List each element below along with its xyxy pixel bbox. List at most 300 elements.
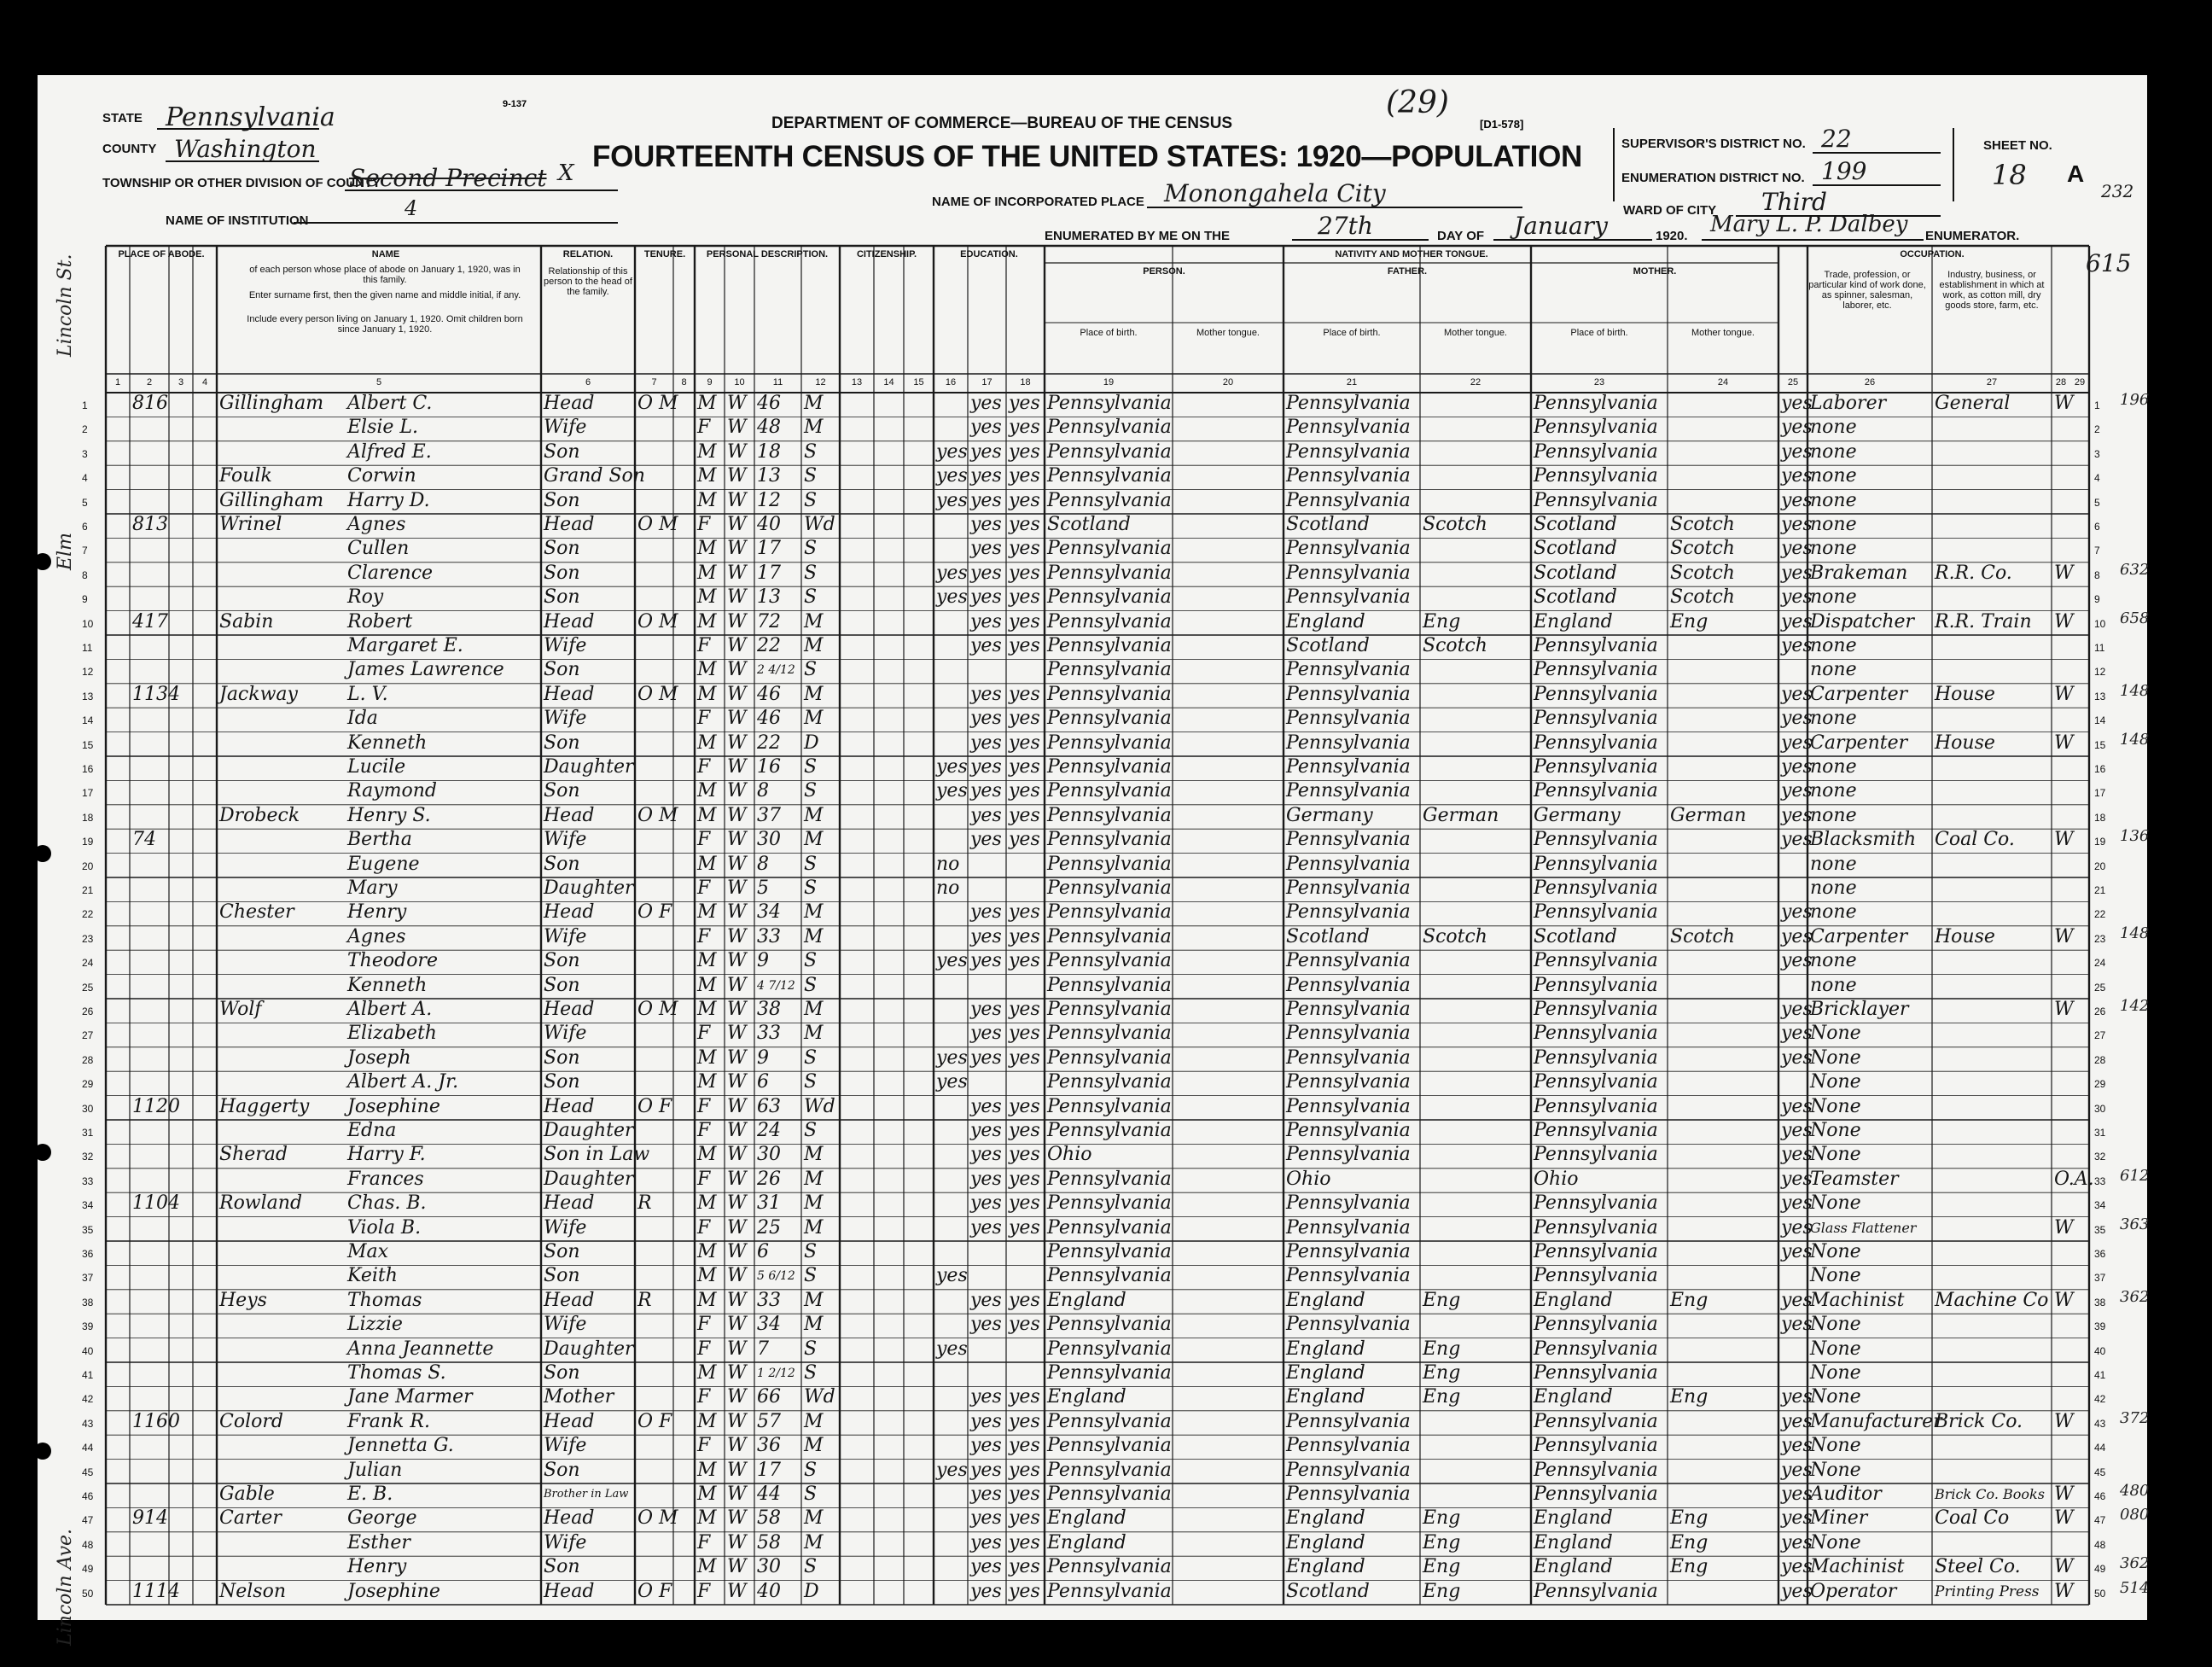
cell-surname: Sabin: [219, 610, 274, 632]
cell-age: 7: [757, 1338, 769, 1360]
cell-given: Henry: [347, 1556, 407, 1578]
supervisor-label: SUPERVISOR'S DISTRICT NO.: [1621, 137, 1806, 151]
cell-age: 24: [757, 1120, 781, 1141]
cell-given: Thomas S.: [347, 1362, 446, 1384]
cell-birth: Pennsylvania: [1047, 586, 1172, 609]
cell-mother-birth: Pennsylvania: [1534, 1459, 1658, 1481]
cell-mother-birth: Scotland: [1534, 925, 1617, 947]
column-number: 6: [585, 377, 591, 388]
row-number-left: 32: [82, 1151, 94, 1163]
row-number-left: 1: [82, 399, 88, 411]
sheet-value: 18: [1992, 159, 2027, 191]
group-nativity: NATIVITY AND MOTHER TONGUE.: [1335, 249, 1488, 259]
cell-given: Agnes: [347, 514, 406, 535]
cell-relation: Daughter: [544, 1338, 634, 1360]
cell-tenure: O M: [637, 804, 678, 826]
cell-class: W: [2054, 683, 2074, 705]
cell-sex: F: [697, 1580, 711, 1602]
cell-sex: F: [697, 1023, 711, 1045]
cell-age: 2 4/12: [757, 663, 795, 678]
cell-english: yes: [1781, 1120, 1813, 1141]
cell-birth: Pennsylvania: [1047, 440, 1172, 463]
cell-sex: F: [697, 1168, 711, 1190]
cell-class: W: [2054, 829, 2074, 851]
cell-sex: M: [697, 1507, 717, 1530]
cell-sex: F: [697, 1531, 711, 1553]
group-relation: RELATION.: [562, 249, 614, 259]
cell-read: yes: [970, 1386, 1002, 1408]
cell-given: Viola B.: [347, 1216, 422, 1239]
cell-father-birth: Pennsylvania: [1286, 950, 1411, 972]
cell-industry: Brick Co.: [1935, 1410, 2023, 1432]
cell-father-tongue: Scotch: [1423, 635, 1487, 656]
cell-mother-tongue: Scotch: [1670, 925, 1735, 947]
cell-sex: M: [697, 901, 717, 924]
cell-age: 17: [757, 562, 781, 584]
cell-mother-birth: Pennsylvania: [1534, 1410, 1658, 1432]
cell-birth: Pennsylvania: [1047, 925, 1172, 947]
row-number-left: 38: [82, 1296, 94, 1309]
cell-relation: Wife: [544, 1023, 587, 1045]
row-number-right: 40: [2094, 1344, 2106, 1357]
cell-father-birth: Pennsylvania: [1286, 393, 1411, 414]
row-number-right: 32: [2094, 1151, 2106, 1163]
cell-given: Edna: [347, 1120, 397, 1141]
cell-relation: Head: [544, 1095, 595, 1117]
cell-mother-birth: Pennsylvania: [1534, 1314, 1658, 1336]
group-name: NAME: [371, 249, 400, 259]
row-number-right: 14: [2094, 714, 2106, 727]
cell-write: yes: [1009, 731, 1040, 754]
cell-father-birth: Pennsylvania: [1286, 999, 1411, 1020]
cell-read: yes: [970, 1144, 1002, 1166]
cell-mother-birth: Pennsylvania: [1534, 659, 1658, 681]
cell-industry: Machine Co: [1935, 1289, 2049, 1311]
cell-given: L. V.: [347, 683, 388, 705]
cell-read: yes: [970, 1046, 1002, 1069]
cell-class: W: [2054, 1507, 2074, 1530]
cell-race: W: [727, 465, 747, 487]
cell-father-birth: Pennsylvania: [1286, 440, 1411, 463]
census-sheet: [38, 75, 2150, 1646]
cell-industry: R.R. Co.: [1935, 562, 2012, 584]
cell-birth: Pennsylvania: [1047, 1265, 1172, 1287]
column-number: 2: [146, 377, 153, 388]
cell-race: W: [727, 1556, 747, 1578]
cell-birth: Pennsylvania: [1047, 901, 1172, 924]
cell-given: Eugene: [347, 853, 420, 875]
cell-father-birth: Ohio: [1286, 1168, 1331, 1190]
cell-birth: Pennsylvania: [1047, 610, 1172, 632]
cell-age: 58: [757, 1507, 781, 1530]
row-number-left: 30: [82, 1102, 94, 1115]
cell-mother-birth: Pennsylvania: [1534, 1483, 1658, 1505]
cell-birth: Pennsylvania: [1047, 1095, 1172, 1117]
institution-underline: [294, 222, 618, 224]
cell-given: Albert A.: [347, 999, 433, 1020]
cell-mother-birth: Pennsylvania: [1534, 780, 1658, 802]
cell-sex: M: [697, 1192, 717, 1215]
cell-marital: M: [804, 999, 824, 1020]
cell-mother-birth: Pennsylvania: [1534, 950, 1658, 972]
cell-marital: M: [804, 901, 824, 924]
cell-relation: Son: [544, 562, 580, 584]
group-mother: MOTHER.: [1633, 266, 1677, 277]
cell-marital: Wd: [804, 1386, 835, 1408]
column-number: 21: [1346, 377, 1358, 388]
cell-race: W: [727, 1338, 747, 1360]
cell-english: yes: [1781, 780, 1813, 802]
incorporated-label: NAME OF INCORPORATED PLACE: [932, 195, 1144, 209]
cell-birth: Pennsylvania: [1047, 731, 1172, 754]
column-number: 8: [681, 377, 687, 388]
cell-given: Cullen: [347, 538, 410, 560]
cell-sex: F: [697, 1314, 711, 1336]
row-number-right: 4: [2094, 472, 2100, 485]
cell-age: 9: [757, 1046, 769, 1069]
district-box-right: [1953, 128, 1954, 201]
cell-marital: M: [804, 610, 824, 632]
county-label: COUNTY: [102, 142, 157, 156]
row-number-right: 42: [2094, 1393, 2106, 1406]
cell-write: yes: [1009, 610, 1040, 632]
cell-sex: M: [697, 1556, 717, 1578]
cell-occupation: Operator: [1810, 1580, 1897, 1602]
column-number: 29: [2074, 377, 2086, 388]
cell-race: W: [727, 586, 747, 609]
cell-birth: Pennsylvania: [1047, 853, 1172, 875]
cell-birth: Pennsylvania: [1047, 1556, 1172, 1578]
cell-mother-birth: Scotland: [1534, 586, 1617, 609]
cell-read: yes: [970, 756, 1002, 778]
cell-birth: Pennsylvania: [1047, 1338, 1172, 1360]
cell-read: yes: [970, 1314, 1002, 1336]
row-number-left: 34: [82, 1199, 94, 1212]
row-number-left: 15: [82, 738, 94, 751]
county-value: Washington: [174, 135, 317, 163]
cell-given: Thomas: [347, 1289, 422, 1311]
cell-age: 37: [757, 804, 781, 826]
row-number-right: 22: [2094, 908, 2106, 921]
cell-english: yes: [1781, 1023, 1813, 1045]
cell-english: yes: [1781, 514, 1813, 535]
cell-occupation: none: [1810, 586, 1857, 609]
cell-write: yes: [1009, 1507, 1040, 1530]
cell-house: 1114: [132, 1580, 180, 1602]
cell-race: W: [727, 1386, 747, 1408]
cell-age: 26: [757, 1168, 781, 1190]
right-margin-code: 148: [2120, 730, 2150, 749]
cell-age: 33: [757, 1289, 781, 1311]
cell-english: yes: [1781, 708, 1813, 730]
cell-mother-birth: Pennsylvania: [1534, 489, 1658, 511]
row-number-left: 24: [82, 957, 94, 970]
cell-english: yes: [1781, 1289, 1813, 1311]
cell-father-birth: Pennsylvania: [1286, 683, 1411, 705]
cell-race: W: [727, 1023, 747, 1045]
row-number-right: 47: [2094, 1514, 2106, 1527]
row-number-left: 48: [82, 1538, 94, 1551]
cell-mother-birth: Pennsylvania: [1534, 901, 1658, 924]
cell-mother-birth: England: [1534, 1386, 1613, 1408]
row-number-left: 35: [82, 1223, 94, 1236]
cell-birth: England: [1047, 1289, 1126, 1311]
cell-occupation: Brakeman: [1810, 562, 1908, 584]
cell-sex: M: [697, 586, 717, 609]
cell-school: no: [936, 853, 960, 875]
cell-birth: England: [1047, 1507, 1126, 1530]
cell-english: yes: [1781, 1410, 1813, 1432]
cell-relation: Head: [544, 999, 595, 1020]
row-number-right: 19: [2094, 836, 2106, 848]
cell-sex: F: [697, 756, 711, 778]
cell-given: Esther: [347, 1531, 410, 1553]
township-underline: [345, 189, 618, 191]
cell-english: yes: [1781, 465, 1813, 487]
cell-english: yes: [1781, 1435, 1813, 1457]
cell-occupation: none: [1810, 756, 1857, 778]
cell-race: W: [727, 659, 747, 681]
row-number-right: 39: [2094, 1320, 2106, 1333]
cell-read: yes: [970, 514, 1002, 535]
cell-read: yes: [970, 1531, 1002, 1553]
cell-birth: Pennsylvania: [1047, 659, 1172, 681]
occupation-industry-description: Industry, business, or establishment in which at work, as cotton mill, dry goods store, farm, etc.: [1939, 270, 2045, 311]
column-number: 12: [815, 377, 826, 388]
cell-read: yes: [970, 1507, 1002, 1530]
cell-race: W: [727, 877, 747, 899]
cell-class: O.A.: [2054, 1168, 2094, 1190]
cell-age: 33: [757, 1023, 781, 1045]
cell-relation: Son: [544, 440, 580, 463]
cell-marital: M: [804, 804, 824, 826]
cell-race: W: [727, 1362, 747, 1384]
cell-house: 1104: [132, 1192, 180, 1215]
cell-mother-tongue: Scotch: [1670, 514, 1735, 535]
cell-tenure: R: [637, 1192, 652, 1215]
cell-occupation: none: [1810, 538, 1857, 560]
cell-father-tongue: Eng: [1423, 1338, 1461, 1360]
cell-father-birth: Germany: [1286, 804, 1373, 826]
cell-mother-birth: Pennsylvania: [1534, 853, 1658, 875]
cell-write: yes: [1009, 393, 1040, 414]
cell-birth: Pennsylvania: [1047, 780, 1172, 802]
cell-english: yes: [1781, 1314, 1813, 1336]
cell-birth: Pennsylvania: [1047, 1216, 1172, 1239]
name-description: of each person whose place of abode on January 1, 1920, was in this family.: [249, 265, 521, 285]
row-number-left: 14: [82, 714, 94, 727]
row-number-left: 43: [82, 1417, 94, 1430]
cell-marital: S: [804, 659, 818, 681]
cell-father-birth: Scotland: [1286, 1580, 1370, 1602]
cell-birth: Pennsylvania: [1047, 1071, 1172, 1093]
cell-father-birth: Pennsylvania: [1286, 1435, 1411, 1457]
cell-mother-birth: Ohio: [1534, 1168, 1579, 1190]
cell-school: yes: [936, 586, 968, 609]
cell-occupation: Carpenter: [1810, 925, 1908, 947]
group-citizenship: CITIZENSHIP.: [856, 249, 917, 259]
cell-marital: S: [804, 1459, 818, 1481]
cell-write: yes: [1009, 1120, 1040, 1141]
cell-read: yes: [970, 393, 1002, 414]
cell-father-birth: Pennsylvania: [1286, 1459, 1411, 1481]
row-number-left: 41: [82, 1369, 94, 1381]
cell-birth: Pennsylvania: [1047, 1580, 1172, 1602]
cell-occupation: None: [1810, 1338, 1861, 1360]
state-label: STATE: [102, 111, 143, 125]
enumerated-month: January: [1514, 212, 1608, 240]
cell-mother-birth: Scotland: [1534, 538, 1617, 560]
cell-relation: Head: [544, 514, 595, 535]
cell-occupation: none: [1810, 440, 1857, 463]
cell-age: 40: [757, 1580, 781, 1602]
cell-occupation: None: [1810, 1314, 1861, 1336]
cell-given: Chas. B.: [347, 1192, 427, 1215]
cell-marital: S: [804, 489, 818, 511]
cell-relation: Daughter: [544, 877, 634, 899]
row-number-right: 7: [2094, 545, 2100, 557]
cell-given: Max: [347, 1241, 389, 1262]
row-number-right: 27: [2094, 1029, 2106, 1042]
column-number: 10: [734, 377, 745, 388]
cell-father-birth: Pennsylvania: [1286, 1265, 1411, 1287]
cell-race: W: [727, 1265, 747, 1287]
cell-race: W: [727, 1216, 747, 1239]
cell-marital: D: [804, 1580, 819, 1602]
cell-occupation: none: [1810, 417, 1857, 439]
cell-write: yes: [1009, 999, 1040, 1020]
cell-occupation: Machinist: [1810, 1556, 1905, 1578]
cell-class: W: [2054, 610, 2074, 632]
cell-father-birth: Pennsylvania: [1286, 1023, 1411, 1045]
cell-age: 31: [757, 1192, 781, 1215]
cell-father-birth: Pennsylvania: [1286, 465, 1411, 487]
row-number-right: 16: [2094, 763, 2106, 775]
row-number-left: 26: [82, 1005, 94, 1017]
cell-relation: Wife: [544, 1314, 587, 1336]
cell-relation: Daughter: [544, 1120, 634, 1141]
cell-occupation: none: [1810, 901, 1857, 924]
row-number-left: 6: [82, 521, 88, 533]
cell-school: yes: [936, 780, 968, 802]
cell-marital: S: [804, 950, 818, 972]
cell-occupation: Blacksmith: [1810, 829, 1917, 851]
cell-marital: S: [804, 1046, 818, 1069]
cell-school: yes: [936, 1071, 968, 1093]
cell-class: W: [2054, 1410, 2074, 1432]
cell-given: Keith: [347, 1265, 398, 1287]
cell-age: 13: [757, 465, 781, 487]
cell-marital: M: [804, 1216, 824, 1239]
cell-age: 6: [757, 1071, 769, 1093]
cell-write: yes: [1009, 683, 1040, 705]
column-number: 15: [913, 377, 924, 388]
cell-school: yes: [936, 465, 968, 487]
cell-sex: F: [697, 1435, 711, 1457]
cell-relation: Son: [544, 1459, 580, 1481]
cell-given: Albert C.: [347, 393, 433, 414]
cell-relation: Son: [544, 853, 580, 875]
cell-read: yes: [970, 1556, 1002, 1578]
cell-occupation: None: [1810, 1192, 1861, 1215]
cell-english: yes: [1781, 1459, 1813, 1481]
row-number-left: 28: [82, 1053, 94, 1066]
column-number: 3: [178, 377, 184, 388]
cell-write: yes: [1009, 1556, 1040, 1578]
cell-mother-birth: Pennsylvania: [1534, 877, 1658, 899]
cell-marital: S: [804, 756, 818, 778]
cell-sex: M: [697, 393, 717, 414]
mother-place-of-birth: Place of birth.: [1570, 328, 1628, 338]
cell-surname: Wolf: [219, 999, 262, 1020]
cell-given: Frank R.: [347, 1410, 430, 1432]
page-stamp: (29): [1386, 85, 1449, 120]
cell-mother-birth: Pennsylvania: [1534, 440, 1658, 463]
cell-marital: S: [804, 1362, 818, 1384]
cell-mother-birth: Scotland: [1534, 514, 1617, 535]
cell-race: W: [727, 440, 747, 463]
cell-given: Jane Marmer: [347, 1386, 473, 1408]
cell-read: yes: [970, 829, 1002, 851]
cell-birth: Scotland: [1047, 514, 1131, 535]
cell-marital: S: [804, 1120, 818, 1141]
row-number-right: 30: [2094, 1102, 2106, 1115]
cell-mother-birth: England: [1534, 1289, 1613, 1311]
cell-marital: M: [804, 417, 824, 439]
cell-tenure: R: [637, 1289, 652, 1311]
cell-occupation: Glass Flattener: [1810, 1219, 1917, 1236]
cell-age: 8: [757, 780, 769, 802]
cell-english: yes: [1781, 1168, 1813, 1190]
column-number: 20: [1222, 377, 1234, 388]
column-number: 18: [1020, 377, 1031, 388]
cell-read: yes: [970, 999, 1002, 1020]
cell-age: 38: [757, 999, 781, 1020]
row-number-right: 3: [2094, 447, 2100, 460]
cell-sex: M: [697, 1046, 717, 1069]
row-number-left: 11: [82, 642, 93, 654]
cell-race: W: [727, 1531, 747, 1553]
cell-relation: Wife: [544, 925, 587, 947]
cell-marital: M: [804, 635, 824, 656]
cell-father-tongue: German: [1423, 804, 1499, 826]
cell-write: yes: [1009, 562, 1040, 584]
binder-hole-4: [34, 1443, 51, 1460]
cell-read: yes: [970, 1289, 1002, 1311]
cell-father-birth: Pennsylvania: [1286, 731, 1411, 754]
row-number-right: 20: [2094, 860, 2106, 872]
cell-race: W: [727, 829, 747, 851]
cell-age: 18: [757, 440, 781, 463]
cell-occupation: none: [1810, 489, 1857, 511]
cell-father-tongue: Eng: [1423, 1362, 1461, 1384]
cell-occupation: none: [1810, 804, 1857, 826]
row-number-left: 10: [82, 617, 94, 630]
cell-industry: Steel Co.: [1935, 1556, 2021, 1578]
cell-given: Ida: [347, 708, 378, 730]
cell-read: yes: [970, 1023, 1002, 1045]
enumerated-day: 27th: [1318, 212, 1373, 240]
column-number: 17: [981, 377, 992, 388]
row-number-right: 18: [2094, 811, 2106, 824]
cell-sex: M: [697, 1071, 717, 1093]
cell-tenure: O F: [637, 1580, 672, 1602]
cell-father-birth: England: [1286, 1386, 1365, 1408]
cell-given: Anna Jeannette: [347, 1338, 494, 1360]
cell-father-birth: England: [1286, 610, 1365, 632]
cell-occupation: none: [1810, 635, 1857, 656]
cell-write: yes: [1009, 1289, 1040, 1311]
